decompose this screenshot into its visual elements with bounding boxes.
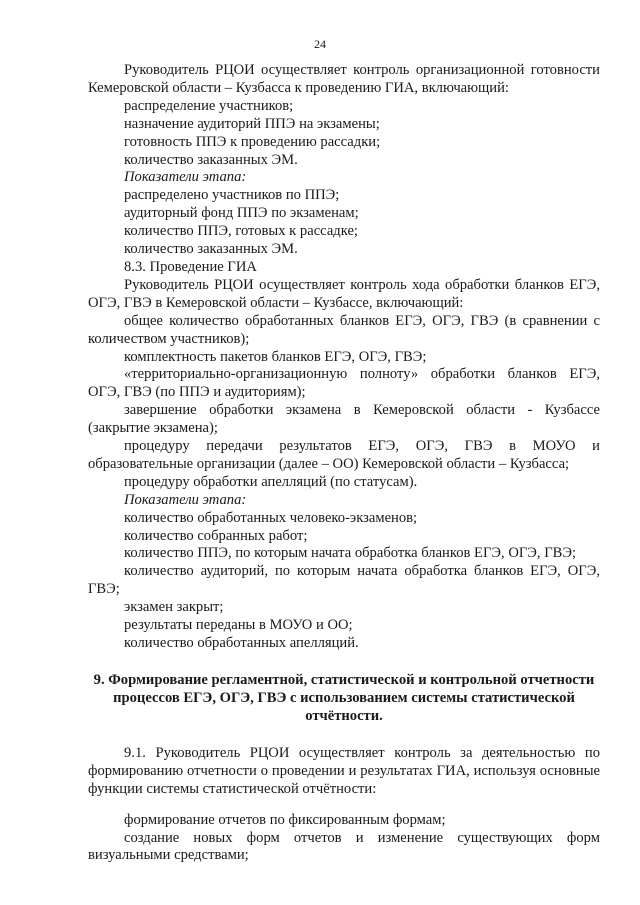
list-item: количество обработанных апелляций. [124, 635, 359, 651]
list-item: общее количество обработанных бланков ЕГЭ, ОГЭ, ГВЭ (в сравнении с количеством участников); [88, 312, 600, 347]
list-item: распределено участников по ППЭ; [124, 187, 340, 204]
list-item: экзамен закрыт; [124, 599, 224, 616]
paragraph-section-9-1: 9.1. Руководитель РЦОИ осуществляет контроль за деятельностью по формированию отчетности о проведении и результатах ГИА, используя основные функции системы статистической отчётности: [88, 744, 600, 797]
list-item: комплектность пакетов бланков ЕГЭ, ОГЭ, ГВЭ; [124, 348, 427, 365]
list-item: количество собранных работ; [124, 527, 308, 544]
stage-indicators-label: Показатели этапа: [124, 169, 247, 186]
list-item: формирование отчетов по фиксированным формам; [124, 811, 446, 828]
list-item: распределение участников; [124, 97, 294, 114]
list-item: завершение обработки экзамена в Кемеровской области - Кузбассе (закрытие экзамена); [88, 402, 600, 437]
stage-indicators-label: Показатели этапа: [124, 491, 247, 508]
page-number: 24 [314, 37, 326, 51]
list-item: количество заказанных ЭМ. [124, 241, 298, 258]
list-item: количество аудиторий, по которым начата обработка бланков ЕГЭ, ОГЭ, ГВЭ; [88, 563, 600, 598]
document-body [88, 62, 600, 865]
list-item: «территориально-организационную полноту» обработки бланков ЕГЭ, ОГЭ, ГВЭ (по ППЭ и аудиториям); [88, 366, 600, 401]
list-item: назначение аудиторий ППЭ на экзамены; [124, 115, 380, 132]
list-item: процедуру обработки апелляций (по статусам). [124, 473, 418, 490]
list-item: процедуру передачи результатов ЕГЭ, ОГЭ, ГВЭ в МОУО и образовательные организации (далее – ОО) Кемеровской области – Кузбасса; [88, 438, 600, 472]
list-item: результаты переданы в МОУО и ОО; [124, 617, 353, 634]
subsection-title: 8.3. Проведение ГИА [124, 258, 257, 275]
list-item: количество заказанных ЭМ. [124, 151, 298, 168]
list-item: аудиторный фонд ППЭ по экзаменам; [124, 205, 359, 222]
section-heading: 9. Формирование регламентной, статистической и контрольной отчетности процессов ЕГЭ, ОГЭ, ГВЭ с использованием системы статистической отчётности. [93, 671, 595, 724]
list-item: количество ППЭ, готовых к рассадке; [124, 223, 358, 240]
paragraph-control: Руководитель РЦОИ осуществляет контроль хода обработки бланков ЕГЭ, ОГЭ, ГВЭ в Кемеровской области – Кузбассе, включающий: [88, 276, 600, 311]
list-item: готовность ППЭ к проведению рассадки; [124, 133, 381, 150]
list-item: количество ППЭ, по которым начата обработка бланков ЕГЭ, ОГЭ, ГВЭ; [124, 545, 577, 562]
list-item: создание новых форм отчетов и изменение существующих форм визуальными средствами; [88, 829, 600, 864]
paragraph-intro: Руководитель РЦОИ осуществляет контроль организационной готовности Кемеровской области – Кузбасса к проведению ГИА, включающий: [88, 62, 600, 96]
list-item: количество обработанных человеко-экзаменов; [124, 509, 418, 526]
